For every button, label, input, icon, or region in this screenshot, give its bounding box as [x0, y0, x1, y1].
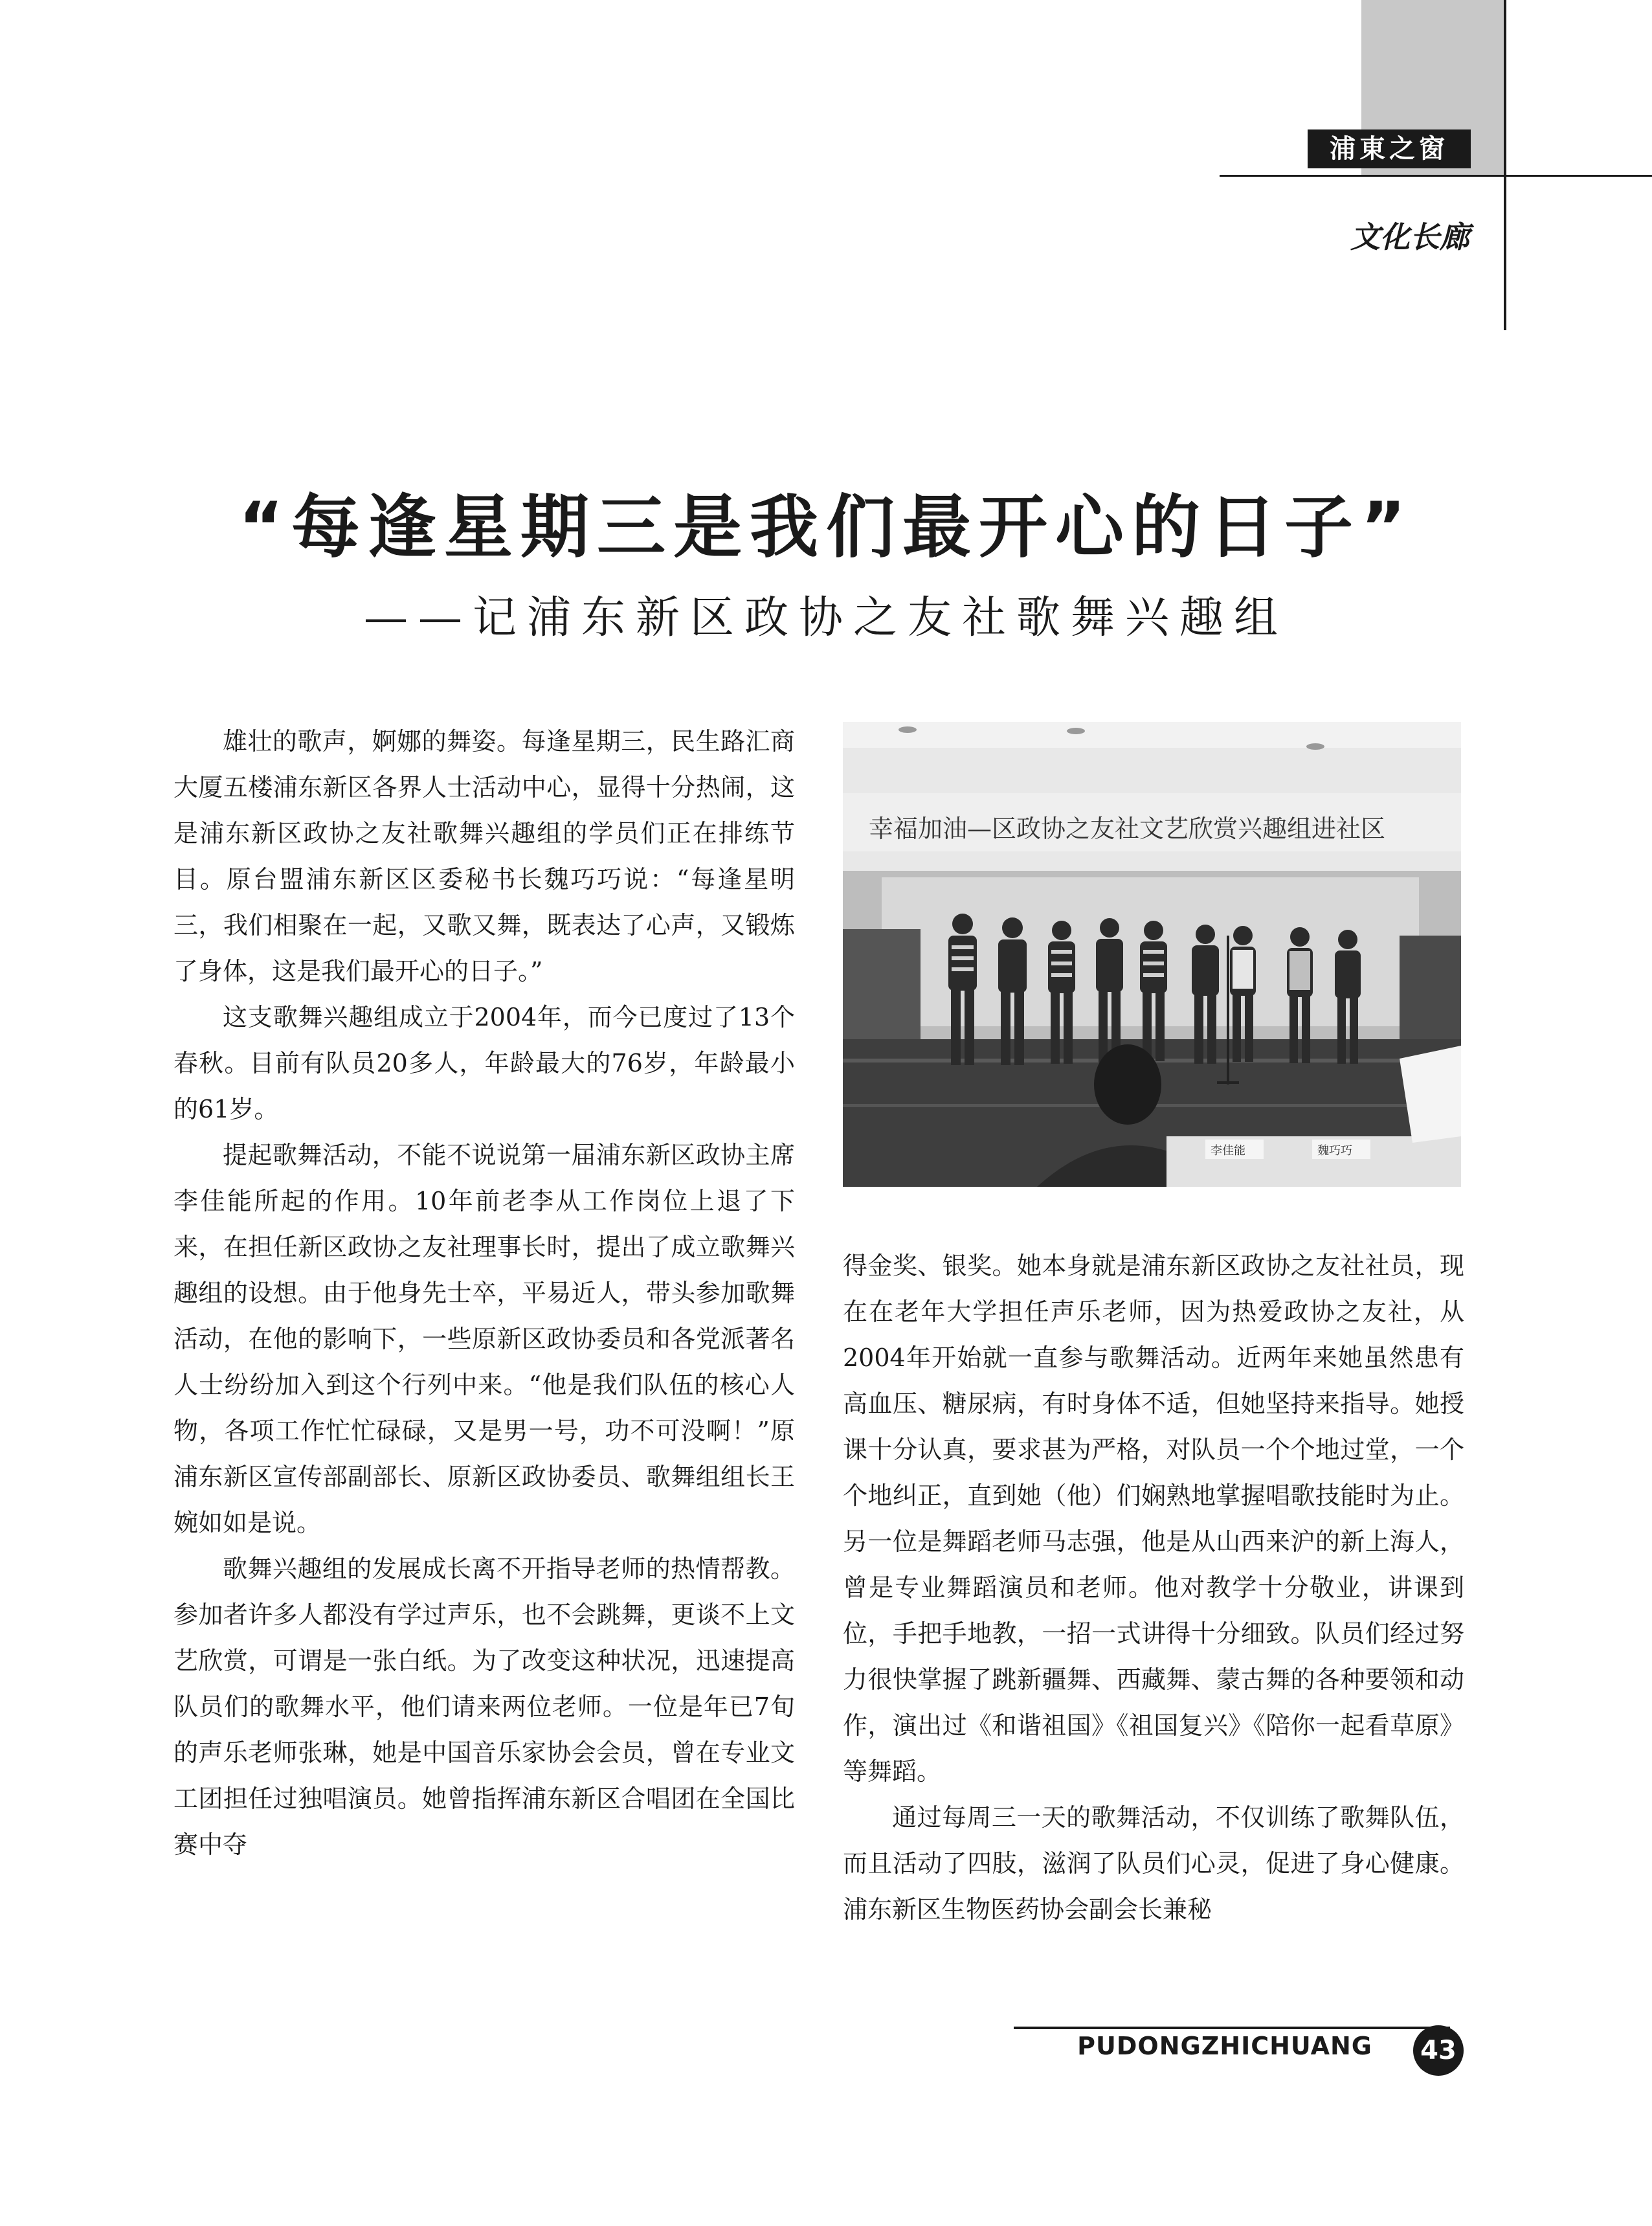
right-column [843, 1243, 1464, 1933]
paragraph: 得金奖、银奖。她本身就是浦东新区政协之友社社员，现在在老年大学担任声乐老师，因为热爱政协之友社，从2004年开始就一直参与歌舞活动。近两年来她虽然患有高血压、糖尿病，有时身体不适，但她坚持来指导。她授课十分认真，要求甚为严格，对队员一个个地过堂，一个个地纠正，直到她（他）们娴熟地掌握唱歌技能时为止。另一位是舞蹈老师马志强，他是从山西来沪的新上海人，曾是专业舞蹈演员和老师。他对教学十分敬业，讲课到位，手把手地教，一招一式讲得十分细致。队员们经过努力很快掌握了跳新疆舞、西藏舞、蒙古舞的各种要领和动作，演出过《和谐祖国》《祖国复兴》《陪你一起看草原》等舞蹈。 [843, 1252, 1464, 1786]
magazine-name: PUDONGZHICHUANG [1077, 2032, 1372, 2060]
photo-nameplate: 魏巧巧 [1317, 1144, 1352, 1158]
header-vertical-rule [1504, 0, 1506, 330]
article-subtitle: ——记浦东新区政协之友社歌舞兴趣组 [363, 592, 1288, 644]
paragraph: 歌舞兴趣组的发展成长离不开指导老师的热情帮教。参加者许多人都没有学过声乐，也不会跳舞，更谈不上文艺欣赏，可谓是一张白纸。为了改变这种状况，迅速提高队员们的歌舞水平，他们请来两位老师。一位是年已7旬的声乐老师张琳，她是中国音乐家协会会员，曾在专业文工团担任过独唱演员。她曾指挥浦东新区合唱团在全国比赛中夺 [173, 1555, 795, 1859]
paragraph: 提起歌舞活动，不能不说说第一届浦东新区政协主席李佳能所起的作用。10年前老李从工作岗位上退了下来，在担任新区政协之友社理事长时，提出了成立歌舞兴趣组的设想。由于他身先士卒，平易近人，带头参加歌舞活动，在他的影响下，一些原新区政协委员和各党派著名人士纷纷加入到这个行列中来。“他是我们队伍的核心人物，各项工作忙忙碌碌，又是男一号，功不可没啊！”原浦东新区宣传部副部长、原新区政协委员、歌舞组组长王婉如如是说。 [173, 1141, 795, 1537]
photo-nameplate: 李佳能 [1211, 1144, 1245, 1158]
article-photo [843, 722, 1461, 1187]
left-column [173, 719, 795, 1868]
article-title: “每逢星期三是我们最开心的日子” [238, 488, 1414, 567]
paragraph: 这支歌舞兴趣组成立于2004年，而今已度过了13个春秋。目前有队员20多人，年龄最大的76岁，年龄最小的61岁。 [173, 1003, 795, 1123]
header-horizontal-rule [1220, 175, 1652, 177]
paragraph: 雄壮的歌声，婀娜的舞姿。每逢星期三，民生路汇商大厦五楼浦东新区各界人士活动中心，显得十分热闹，这是浦东新区政协之友社歌舞兴趣组的学员们正在排练节目。原台盟浦东新区区委秘书长魏巧巧说：“每逢星明三，我们相聚在一起，又歌又舞，既表达了心声，又锻炼了身体，这是我们最开心的日子。” [173, 727, 795, 985]
footer-rule [1014, 2027, 1450, 2029]
column-badge: 浦東之窗 [1308, 129, 1471, 168]
paragraph: 通过每周三一天的歌舞活动，不仅训练了歌舞队伍，而且活动了四肢，滋润了队员们心灵，促进了身心健康。浦东新区生物医药协会副会长兼秘 [843, 1803, 1464, 1924]
section-label: 文化长廊 [1350, 219, 1469, 254]
photo-banner-text: 幸福加油—区政协之友社文艺欣赏兴趣组进社区 [869, 815, 1386, 843]
page-number: 43 [1413, 2025, 1464, 2076]
